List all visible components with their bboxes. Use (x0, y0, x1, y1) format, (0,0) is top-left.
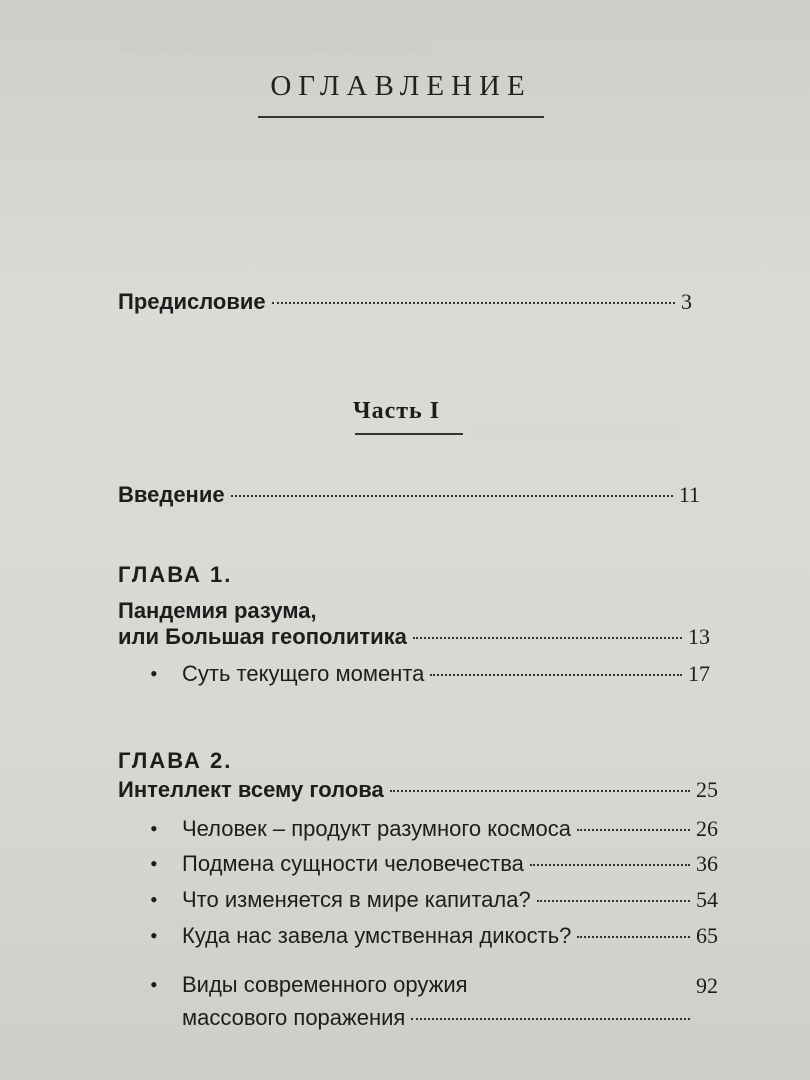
entry-page: 17 (688, 661, 710, 686)
heading-underline (258, 116, 544, 118)
chapter-2-label: ГЛАВА 2. (118, 748, 233, 773)
toc-entry-intro[interactable] (118, 481, 700, 508)
entry-page: 36 (696, 851, 718, 876)
dot-leader (530, 864, 690, 866)
entry-page: 54 (696, 887, 718, 912)
entry-title: Человек – продукт разумного космоса (182, 816, 571, 841)
toc-entry-2-2[interactable] (150, 850, 718, 877)
entry-page: 26 (696, 816, 718, 841)
dot-leader (411, 1018, 690, 1020)
chapter-1-label: ГЛАВА 1. (118, 562, 233, 587)
show-through-text: ░░░░░░░░░░░░░░░░░░░░░░ (120, 30, 432, 52)
bullet-icon: • (150, 887, 158, 912)
toc-entry-1-1[interactable] (150, 660, 710, 687)
dot-leader (272, 302, 675, 304)
bullet-icon: • (150, 851, 158, 876)
dot-leader (430, 674, 682, 676)
show-through-text: ░░░░░░░░░░░░░░░ (470, 420, 683, 442)
entry-title: или Большая геополитика (118, 624, 407, 649)
chapter-title-text: Пандемия разума, (118, 598, 317, 623)
toc-entry-2-5-line1[interactable] (150, 971, 718, 998)
entry-title: Виды современного оружия (182, 972, 468, 997)
entry-title: Куда нас завела умственная дикость? (182, 923, 572, 948)
entry-title: массового поражения (182, 1005, 406, 1030)
entry-title: Что изменяется в мире капитала? (182, 887, 531, 912)
dot-leader (231, 495, 673, 497)
entry-page: 11 (678, 482, 700, 507)
entry-title: Введение (118, 482, 225, 507)
toc-entry-preface[interactable] (118, 288, 692, 315)
part-title: Часть I (353, 398, 441, 424)
entry-page: 92 (696, 973, 718, 998)
toc-entry-chapter-1[interactable] (118, 623, 710, 650)
entry-page: 25 (696, 777, 718, 802)
dot-leader (390, 790, 690, 792)
dot-leader (577, 829, 690, 831)
entry-title: Подмена сущности человечества (182, 851, 524, 876)
entry-page: 13 (688, 624, 710, 649)
toc-entry-2-3[interactable] (150, 886, 718, 913)
toc-heading: ОГЛАВЛЕНИЕ (270, 70, 532, 102)
entry-title: Предисловие (118, 289, 266, 314)
dot-leader (577, 936, 690, 938)
bullet-icon: • (150, 923, 158, 948)
bullet-icon: • (150, 972, 158, 997)
entry-page: 65 (696, 923, 718, 948)
entry-title: Интеллект всему голова (118, 777, 384, 802)
entry-page: 3 (681, 289, 692, 314)
chapter-1-title-line1 (118, 597, 317, 624)
dot-leader (413, 637, 682, 639)
toc-entry-2-4[interactable] (150, 922, 718, 949)
dot-leader (537, 900, 690, 902)
entry-title: Суть текущего момента (182, 661, 425, 686)
toc-entry-chapter-2[interactable] (118, 776, 718, 803)
bullet-icon: • (150, 661, 158, 686)
part-underline (355, 433, 463, 435)
toc-entry-2-1[interactable] (150, 815, 718, 842)
bullet-icon: • (150, 816, 158, 841)
